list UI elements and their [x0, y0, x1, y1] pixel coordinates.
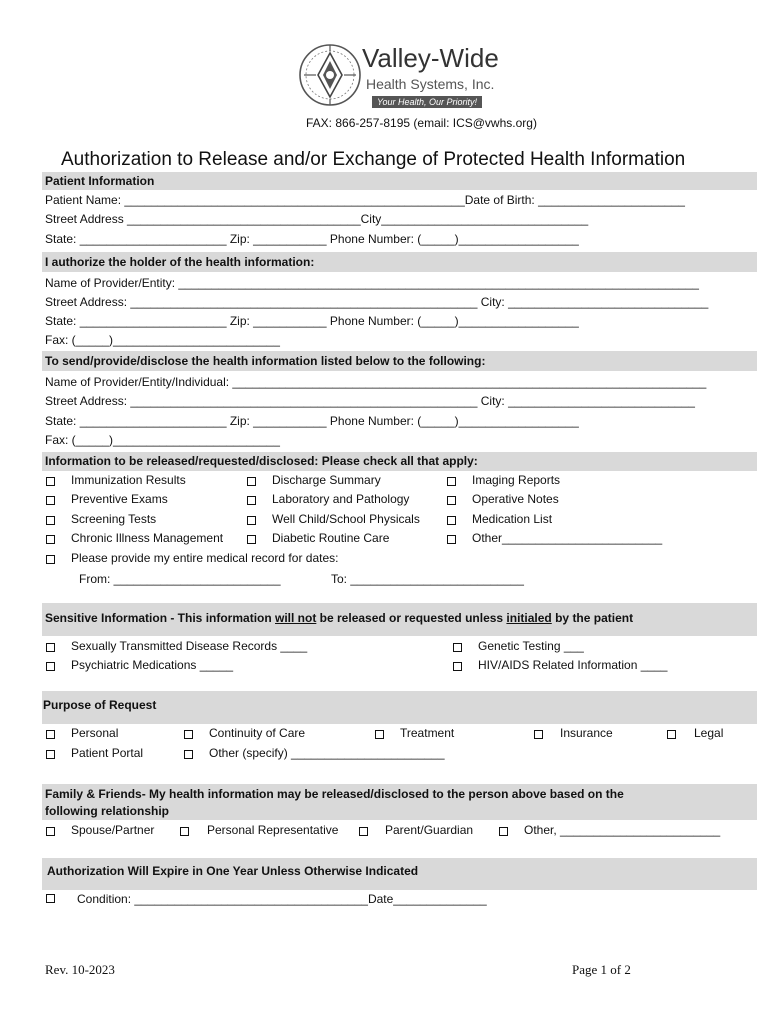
std-records-checkbox[interactable] [46, 643, 55, 652]
screening-checkbox[interactable] [46, 516, 55, 525]
hiv-aids-checkbox[interactable] [453, 662, 462, 671]
personal-rep-checkbox[interactable] [180, 827, 189, 836]
other-relationship-label[interactable]: Other, ________________________ [524, 823, 721, 837]
legal-label: Legal [694, 726, 724, 740]
other-specify-checkbox[interactable] [184, 750, 193, 759]
medication-checkbox[interactable] [447, 516, 456, 525]
send-state-line[interactable]: State: ______________________ Zip: ___________ Phone Number: (_____)__________________ [45, 414, 579, 428]
parent-guardian-label: Parent/Guardian [385, 823, 474, 837]
entire-record-checkbox[interactable] [46, 555, 55, 564]
family-header: Family & Friends- My health information may be released/disclosed to the person above based on the following relationship [42, 784, 757, 820]
logo-name: Valley-Wide [362, 43, 499, 73]
revision-label: Rev. 10-2023 [45, 962, 115, 977]
preventive-label: Preventive Exams [71, 492, 168, 506]
operative-label: Operative Notes [472, 492, 559, 506]
from-date-field[interactable]: From: _________________________ [79, 572, 281, 586]
discharge-checkbox[interactable] [247, 477, 256, 486]
legal-checkbox[interactable] [667, 730, 676, 739]
imaging-label: Imaging Reports [472, 473, 561, 487]
imaging-checkbox[interactable] [447, 477, 456, 486]
treatment-label: Treatment [400, 726, 455, 740]
patient-name-line[interactable]: Patient Name: ___________________________________________________Date of Birth: ______________________ [45, 193, 685, 207]
personal-rep-label: Personal Representative [207, 823, 339, 837]
immunization-label: Immunization Results [71, 473, 186, 487]
sensitive-header: Sensitive Information - This information will not be released or requested unless initialed by the patient [42, 603, 757, 636]
other-checkbox[interactable] [447, 535, 456, 544]
chronic-checkbox[interactable] [46, 535, 55, 544]
logo-emblem-icon [298, 43, 362, 107]
diabetic-label: Diabetic Routine Care [272, 531, 390, 545]
std-records-label: Sexually Transmitted Disease Records ____ [71, 639, 308, 653]
genetic-testing-checkbox[interactable] [453, 643, 462, 652]
patient-portal-checkbox[interactable] [46, 750, 55, 759]
condition-line[interactable]: Condition: ___________________________________Date______________ [77, 892, 487, 906]
entire-record-label: Please provide my entire medical record for dates: [71, 551, 339, 565]
other-specify-label[interactable]: Other (specify) _______________________ [209, 746, 445, 760]
psych-meds-label: Psychiatric Medications _____ [71, 658, 234, 672]
diabetic-checkbox[interactable] [247, 535, 256, 544]
logo-subtitle: Health Systems, Inc. [366, 76, 495, 92]
operative-checkbox[interactable] [447, 496, 456, 505]
condition-checkbox[interactable] [46, 894, 55, 903]
send-header: To send/provide/disclose the health information listed below to the following: [42, 351, 757, 371]
fax-line: FAX: 866-257-8195 (email: ICS@vwhs.org) [306, 116, 537, 130]
medication-label: Medication List [472, 512, 553, 526]
authorize-state-line[interactable]: State: ______________________ Zip: ___________ Phone Number: (_____)__________________ [45, 314, 579, 328]
preventive-checkbox[interactable] [46, 496, 55, 505]
immunization-checkbox[interactable] [46, 477, 55, 486]
genetic-testing-label: Genetic Testing ___ [478, 639, 584, 653]
info-header: Information to be released/requested/disclosed: Please check all that apply: [42, 452, 757, 471]
page-title: Authorization to Release and/or Exchange of Protected Health Information [61, 149, 686, 170]
to-date-field[interactable]: To: __________________________ [331, 572, 524, 586]
treatment-checkbox[interactable] [375, 730, 384, 739]
laboratory-checkbox[interactable] [247, 496, 256, 505]
expire-header: Authorization Will Expire in One Year Unless Otherwise Indicated [42, 858, 757, 890]
send-fax-line[interactable]: Fax: (_____)_________________________ [45, 433, 280, 447]
continuity-checkbox[interactable] [184, 730, 193, 739]
patient-state-line[interactable]: State: ______________________ Zip: ___________ Phone Number: (_____)__________________ [45, 232, 579, 246]
laboratory-label: Laboratory and Pathology [272, 492, 410, 506]
authorize-address-line[interactable]: Street Address: ____________________________________________________ City: ______________________________ [45, 295, 709, 309]
chronic-label: Chronic Illness Management [71, 531, 224, 545]
patient-address-line[interactable]: Street Address ___________________________________City_______________________________ [45, 212, 589, 226]
other-relationship-checkbox[interactable] [499, 827, 508, 836]
patient-info-header: Patient Information [42, 172, 757, 190]
screening-label: Screening Tests [71, 512, 157, 526]
authorize-fax-line[interactable]: Fax: (_____)_________________________ [45, 333, 280, 347]
insurance-checkbox[interactable] [534, 730, 543, 739]
authorize-header: I authorize the holder of the health information: [42, 252, 757, 272]
parent-guardian-checkbox[interactable] [359, 827, 368, 836]
send-address-line[interactable]: Street Address: ____________________________________________________ City: ____________________________ [45, 394, 695, 408]
send-provider-line[interactable]: Name of Provider/Entity/Individual: _______________________________________________________________________ [45, 375, 707, 389]
psych-meds-checkbox[interactable] [46, 662, 55, 671]
personal-checkbox[interactable] [46, 730, 55, 739]
well-child-label: Well Child/School Physicals [272, 512, 420, 526]
spouse-checkbox[interactable] [46, 827, 55, 836]
logo-tagline: Your Health, Our Priority! [372, 96, 482, 108]
insurance-label: Insurance [560, 726, 613, 740]
spouse-label: Spouse/Partner [71, 823, 155, 837]
purpose-header: Purpose of Request [42, 691, 757, 724]
discharge-label: Discharge Summary [272, 473, 381, 487]
hiv-aids-label: HIV/AIDS Related Information ____ [478, 658, 668, 672]
patient-portal-label: Patient Portal [71, 746, 144, 760]
page-number: Page 1 of 2 [572, 962, 631, 977]
other-label[interactable]: Other________________________ [472, 531, 663, 545]
continuity-label: Continuity of Care [209, 726, 306, 740]
personal-label: Personal [71, 726, 119, 740]
well-child-checkbox[interactable] [247, 516, 256, 525]
authorize-provider-line[interactable]: Name of Provider/Entity: ______________________________________________________________________________ [45, 276, 699, 290]
